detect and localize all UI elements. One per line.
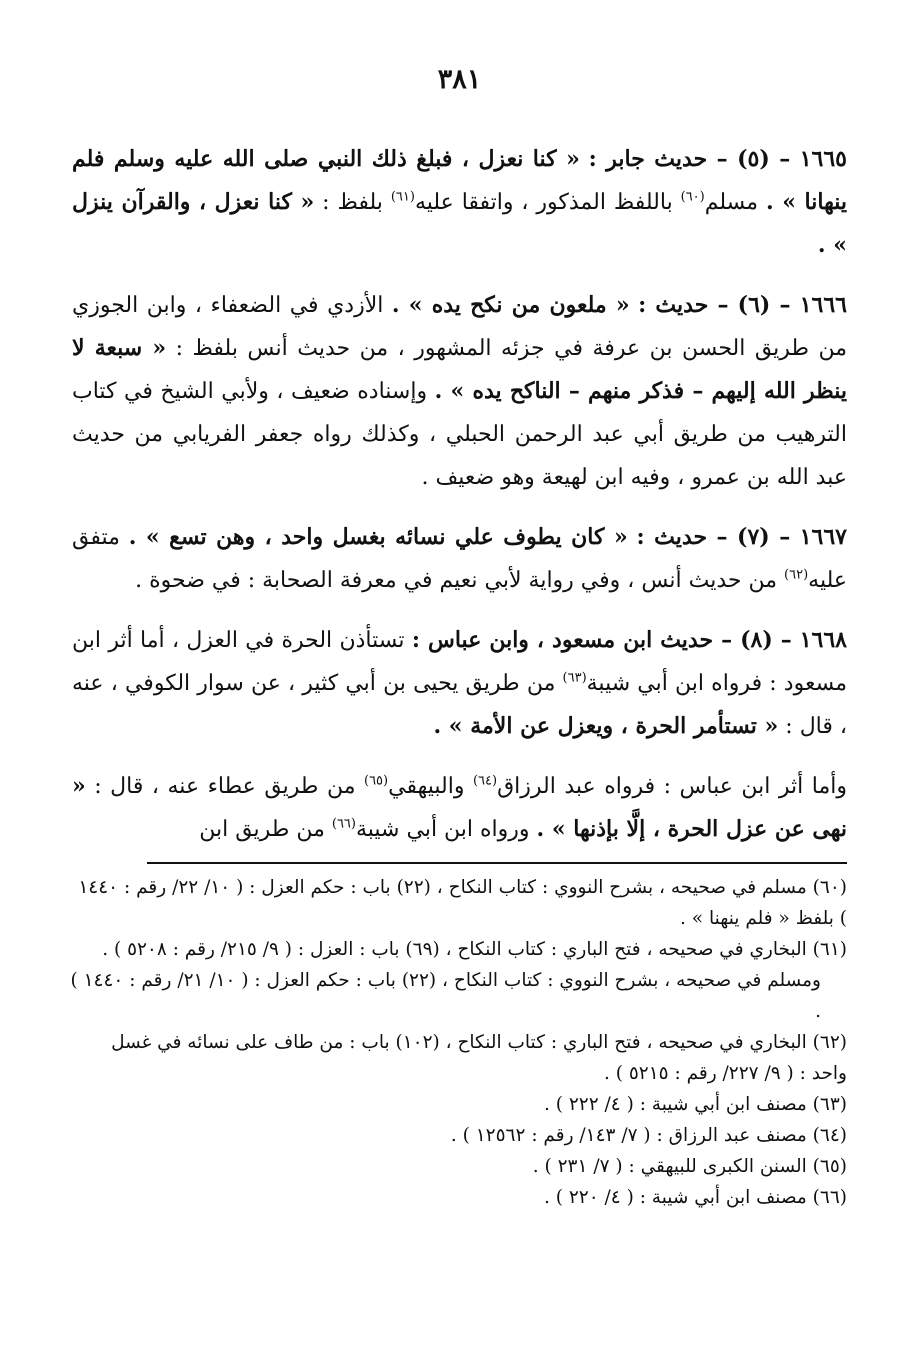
page-number: ٣٨١ bbox=[437, 64, 482, 95]
hadith-text: الأزدي في الضعفاء ، وابن الجوزي من طريق الحسن بن عرفة في جزئه المشهور ، من حديث أنس بلفظ : bbox=[72, 293, 847, 361]
ibn-abbas-paragraph bbox=[72, 765, 847, 851]
hadith-1665 bbox=[72, 138, 847, 267]
footnote-ref[interactable]: (٦٦) bbox=[331, 816, 356, 832]
footnote-66: (٦٦) مصنف ابن أبي شيبة : ( ٤/ ٢٢٠ ) . bbox=[543, 1187, 847, 1208]
footnote-65: (٦٥) السنن الكبرى للبيهقي : ( ٧/ ٢٣١ ) . bbox=[532, 1156, 847, 1177]
hadith-text: مسلم bbox=[704, 190, 759, 215]
paragraph-text: وأما أثر ابن عباس : فرواه عبد الرزاق bbox=[497, 774, 847, 799]
footnote-61-continued: ومسلم في صحيحه ، بشرح النووي : كتاب النكاح ، (٢٢) باب : حكم العزل : ( ١٠/ ٢١/ رقم : ١٤٤٠ ) . bbox=[70, 970, 821, 1022]
paragraph-text: من طريق ابن bbox=[199, 817, 325, 842]
paragraph-text: والبيهقي bbox=[388, 774, 465, 799]
paragraph-quote: « نهى عن عزل الحرة ، إلَّا بإذنها » . bbox=[72, 773, 847, 842]
hadith-number: ١٦٦٨ – (٨) – حديث ابن مسعود ، وابن عباس : bbox=[411, 627, 847, 653]
footnote-ref[interactable]: (٦٢) bbox=[784, 567, 809, 583]
footnote-divider bbox=[147, 862, 847, 864]
footnote-ref[interactable]: (٦٥) bbox=[364, 773, 389, 789]
hadith-quote: « كان يطوف علي نسائه بغسل واحد ، وهن تسع » . bbox=[128, 524, 628, 550]
footnotes-section bbox=[70, 872, 847, 1213]
footnote-63: (٦٣) مصنف ابن أبي شيبة : ( ٤/ ٢٢٢ ) . bbox=[543, 1094, 847, 1115]
hadith-text: من طريق يحيى بن أبي كثير ، عن سوار الكوفي ، عنه ، قال : bbox=[72, 671, 847, 739]
hadith-quote: « ملعون من نكح يده » . bbox=[391, 292, 630, 318]
footnote-62: (٦٢) البخاري في صحيحه ، فتح الباري : كتاب النكاح ، (١٠٢) باب : من طاف على نسائه في غسل واحد : ( ٩/ ٢٢٧/ رقم : ٥٢١٥ ) . bbox=[111, 1032, 847, 1084]
hadith-number: ١٦٦٥ – (٥) – حديث جابر : bbox=[588, 146, 847, 172]
hadith-text: وإسناده ضعيف ، ولأبي الشيخ في كتاب الترهيب من طريق أبي عبد الرحمن الحبلي ، وكذلك رواه جعفر الفريابي من حديث عبد الله بن عمرو ، وفيه ابن لهيعة وهو ضعيف . bbox=[72, 379, 847, 490]
hadith-number: ١٦٦٦ – (٦) – حديث : bbox=[638, 292, 847, 318]
hadith-1667 bbox=[72, 516, 847, 602]
hadith-1668 bbox=[72, 619, 847, 748]
footnote-60: (٦٠) مسلم في صحيحه ، بشرح النووي : كتاب النكاح ، (٢٢) باب : حكم العزل : ( ١٠/ ٢٢/ رقم : ١٤٤٠ ) بلفظ « فلم ينهنا » . bbox=[78, 877, 847, 929]
main-text bbox=[72, 138, 847, 868]
hadith-text: تستأذن الحرة في العزل ، أما أثر ابن مسعود : فرواه ابن أبي شيبة bbox=[72, 628, 847, 696]
hadith-1666 bbox=[72, 284, 847, 499]
hadith-quote: « سبعة لا ينظر الله إليهم – فذكر منهم – الناكح يده » . bbox=[72, 335, 847, 404]
footnote-ref[interactable]: (٦٠) bbox=[680, 189, 705, 205]
hadith-text: بلفظ : bbox=[314, 190, 383, 215]
footnote-64: (٦٤) مصنف عبد الرزاق : ( ٧/ ١٤٣/ رقم : ١٢٥٦٢ ) . bbox=[450, 1125, 847, 1146]
hadith-text: متفق عليه bbox=[72, 525, 847, 593]
paragraph-text: من طريق عطاء عنه ، قال : bbox=[85, 774, 356, 799]
footnote-61: (٦١) البخاري في صحيحه ، فتح الباري : كتاب النكاح ، (٦٩) باب : العزل : ( ٩/ ٢١٥/ رقم : ٥٢٠٨ ) . bbox=[102, 939, 847, 960]
hadith-number: ١٦٦٧ – (٧) – حديث : bbox=[636, 524, 847, 550]
hadith-text: من حديث أنس ، وفي رواية لأبي نعيم في معرفة الصحابة : في ضحوة . bbox=[135, 568, 778, 593]
hadith-text: باللفظ المذكور ، واتفقا عليه bbox=[414, 190, 673, 215]
footnote-ref[interactable]: (٦٣) bbox=[562, 670, 587, 686]
footnote-ref[interactable]: (٦٤) bbox=[472, 773, 498, 789]
footnote-ref[interactable]: (٦١) bbox=[390, 189, 415, 205]
paragraph-text: ورواه ابن أبي شيبة bbox=[355, 817, 530, 842]
hadith-quote: « تستأمر الحرة ، ويعزل عن الأمة » . bbox=[433, 713, 779, 739]
hadith-quote: « كنا نعزل ، فبلغ ذلك النبي صلى الله عليه وسلم فلم ينهانا » . bbox=[72, 146, 847, 215]
hadith-quote: « كنا نعزل ، والقرآن ينزل » . bbox=[72, 189, 847, 258]
